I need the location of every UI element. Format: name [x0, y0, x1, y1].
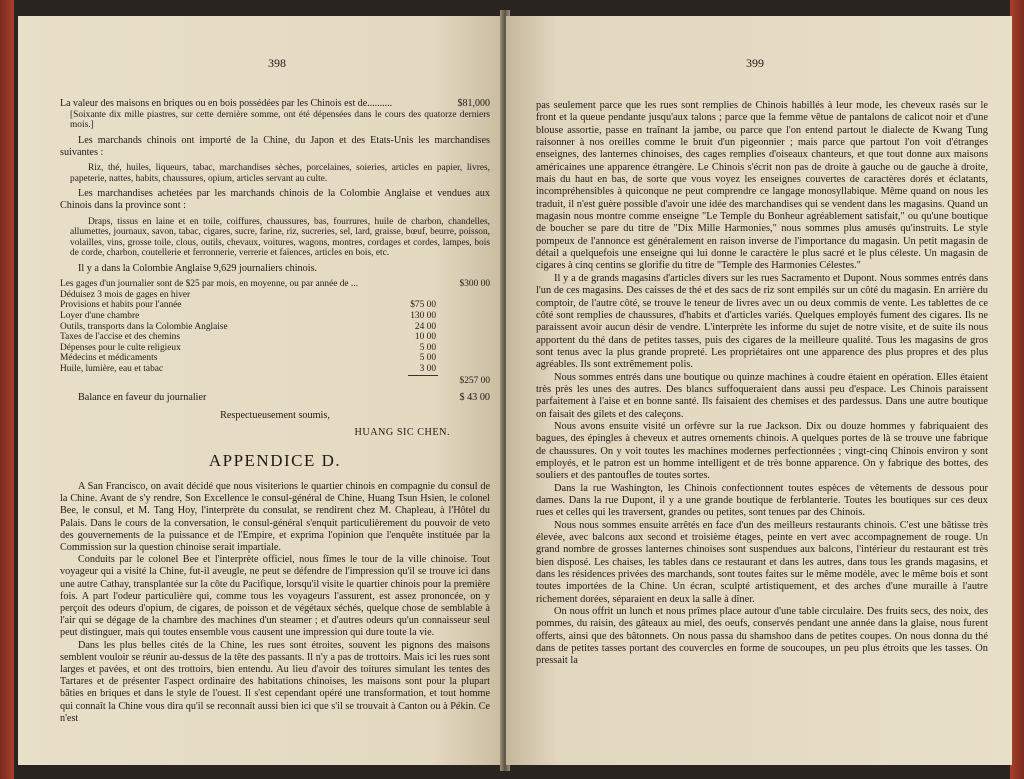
paragraph: pas seulement parce que les rues sont remplies de Chinois habillés à leur mode, les cheveux rasés sur le front et la queue pendante jusqu'aux talons ; parce que la femme vêtue de pantalons de calicot noir et d'une blouse assortie, passe en traînant la jambe, ou parce que l'on entend partout le dialecte de Kwang Tung raisonner à nos oreilles comme le bruit d'un pigeonnier ; mais parce que partout l'on voit d'étranges enseignes, des lanternes chinoises, des cages remplies d'oiseaux chanteurs, et que tout donne aux maisons américaines une apparence étrangère. Le Chinois s'écrit non pas de droite à gauche ou de gauche à droite, mais du haut en bas, de sorte que vous voyez les enseignes couvertes de caractères dorés et éclatants, incompréhensibles à quiconque ne peut comprendre ce langage monosyllabique. Même quand on nous les traduit, il n'est guère possible d'avoir une idée des marchandises qui se vendent dans les magasins. Quand un magasin nous montre comme enseigne "Le Temple du Bonheur agréablement satisfait," ou qu'une boutique de boucher se pare du titre de "Dix Mille Harmonies," nous sommes plus amusés qu'instruits. Le style pompeux de l'annonce est généralement en raison inverse de l'importance du magasin. Un petit magasin de détail a quelquefois une enseigne qui lui donne le caractère le plus sacré et le plus céleste. Un magasin de cigares à cinq centins se glorifie du titre de "Temple des Harmonies Célestes." — [536, 100, 988, 272]
right-page — [506, 16, 1012, 765]
expense-value: 24 00 — [414, 321, 436, 332]
expense-label: Loyer d'une chambre — [60, 311, 140, 322]
left-page — [18, 16, 504, 765]
imports-list: Riz, thé, huiles, liqueurs, tabac, marchandises sèches, porcelaines, soieries, articles en papier, livres, papeterie, nattes, habits, chaussures, opium, articles servant au culte. — [70, 163, 490, 184]
intro-value: $81,000 — [457, 98, 490, 109]
expense-label: Taxes de l'accise et des chemins — [60, 332, 180, 343]
paragraph-bought: Les marchandises achetées par les marchands chinois de la Colombie Anglaise et vendues aux Chinois dans la province sont : — [60, 188, 490, 212]
paragraph: Dans la rue Washington, les Chinois confectionnent toutes espèces de vêtements de dessous pour dames. Dans la rue Dupont, il y a une grande boutique de ferblanterie. Toutes les boutiques sur ces deux rues et celles qui les traversent, grandes ou petites, sont tenues par des Chinois. — [536, 482, 988, 519]
paragraph: Nous sommes entrés dans une boutique ou quinze machines à coudre étaient en opération. Elles étaient très près les unes des autres. Des blancs suffoqueraient dans aussi peu d'espace. Les Chinois paraissent parfaitement à l'aise et en bonne santé. Ils faisaient des chemises et des pardessus. Dans une autre boutique on faisait des gilets et des caleçons. — [536, 371, 988, 420]
expense-value: 5 00 — [419, 353, 436, 364]
paragraph: Conduits par le colonel Bee et l'interprète officiel, nous fîmes le tour de la ville chinoise. Tout voyageur qui a visité la Chine, fut-il aveugle, ne peut se défendre de l'impression qu'il se trouve ici dans une autre Cathay, transplantée sur la côte du Pacifique, lorsqu'il visite le quartier chinois pour la première fois. A part l'odeur particulière qui, comme tous les voyageurs l'assurent, est assez prononcée, on y perçoit des odeurs d'opium, de cigares, de poisson et de végétaux séchés, quelque chose de semblable à l'air qui se dégage de la chambre des machines d'un steamer ; et d'autres odeurs qu'un connaisseur seul peut distinguer, mais qui toutes ensemble vous causent une impression qui dure toute la vie. — [60, 554, 490, 639]
appendix-title: APPENDICE D. — [208, 450, 342, 470]
paragraph: A San Francisco, on avait décidé que nous visiterions le quartier chinois en compagnie du consul de la Chine. Avant de s'y rendre, Son Excellence le consul-général de Chine, Huang Tsun Hsien, le colonel Bee, le consul, et M. Tang Hoy, l'interprète du consulat, se rendirent chez M. Chapleau, à l'Hôtel du Palais. Dans le cours de la conversation, le consul-général s'enquit particulièrement du pouvoir de veto des gouvernements de la puissance et de l'Empire, et exprima l'opinion que l'enquête instituée par la Commission sur la question chinoise serait impartiale. — [60, 481, 490, 554]
balance-label: Balance en faveur du journalier — [78, 392, 207, 404]
expense-value: 5 00 — [419, 342, 436, 353]
signature-name: HUANG SIC CHEN. — [354, 426, 450, 438]
left-page-text — [60, 98, 490, 725]
expense-value: 10 00 — [414, 332, 436, 343]
expense-label: Dépenses pour le culte religieux — [60, 342, 181, 353]
expense-value: 3 00 — [419, 364, 436, 375]
paragraph: Nous nous sommes ensuite arrêtés en face d'un des meilleurs restaurants chinois. C'est une bâtisse très élevée, avec balcons aux second et troisième étages, peinte en vert avec accompagnement de rouge. Un grand nombre de grosses lanternes chinoises sont suspendues aux balcons, l'intérieur du restaurant est très bien disposé. Les chaises, les tables dans ce restaurant et dans les autres, dans tous les grands magasins, et dans les résidences privées des marchands, sont toutes faites sur le même modèle, avec le même bois et sont toutes importées de la Chine. Un écran, sculpté artistiquement, et des arches d'une muraille à l'autre richement dorées, séparaient en deux la salle à dîner. — [536, 519, 988, 605]
page-number-left: 398 — [268, 56, 286, 70]
sign-off: Respectueusement soumis, — [220, 410, 330, 422]
paragraph: Nous avons ensuite visité un orfèvre sur la rue Jackson. Dix ou douze hommes y fabriquaient des bagues, des épingles à cheveux et autres ornements chinois. A quelques portes de là se trouve une fabrique de chaussures. On y voit toutes les machines modernes perfectionnées ; vingt-cinq Chinois environ y sont employés, et le patron est un homme intelligent et de très bonne apparence. On y fabrique des bottes, des souliers et des pantoufles de toutes sortes. — [536, 420, 988, 482]
book-cover-edge-left — [0, 0, 14, 779]
paragraph-workers: Il y a dans la Colombie Anglaise 9,629 journaliers chinois. — [78, 263, 318, 275]
expense-label: Outils, transports dans la Colombie Anglaise — [60, 321, 228, 332]
balance-value: $ 43 00 — [459, 392, 490, 404]
expense-label: Médecins et médicaments — [60, 353, 158, 364]
expense-label: Huile, lumière, eau et tabac — [60, 364, 164, 375]
intro-note: [Soixante dix mille piastres, sur cette dernière somme, ont été dépensées dans le cours des quatorze derniers mois.] — [70, 109, 490, 131]
paragraph: On nous offrit un lunch et nous prîmes place autour d'une table circulaire. Des fruits secs, des noix, des pommes, du raisin, des gâteaux au miel, des oeufs, conservés pendant une année dans la glaise, nous furent offerts, ainsi que des bâtonnets. On nous passa du shamshoo dans de petites coupes. On nous donna du thé dans de petites tasses portant des couvercles en forme de soucoupes, un peu plus étroits que les tasses. On pressait la — [536, 606, 988, 667]
paragraph: Il y a de grands magasins d'articles divers sur les rues Sacramento et Dupont. Nous sommes entrés dans l'un de ces magasins. Des caisses de thé et des sacs de riz sont empilés sur un côté du magasin. En arrière du comptoir, de l'autre côté, se trouve le teneur de livres avec un ou deux commis de vente. Les tablettes de ce côté sont remplies de chaussures, d'habits et d'articles variés. Quelques employés fument des cigares. Ils ne paraissent avoir aucun désir de vendre. L'interprète les informe du sujet de notre visite, et de suite ils nous apportent du thé dans de petites tasses, puis des cigares de la meilleure qualité. Tous les magasins de gros sont tenus avec la plus grande propreté. Les propriétaires ont une apparence des plus propres et des plus agréables. Ils sont extrêmement polis. — [536, 272, 988, 371]
paragraph-imports: Les marchands chinois ont importé de la Chine, du Japon et des Etats-Unis les marchandises suivantes : — [60, 134, 490, 158]
wages-line: Les gages d'un journalier sont de $25 par mois, en moyenne, ou par année de ... — [60, 279, 358, 290]
deductions-title: Déduisez 3 mois de gages en hiver — [60, 289, 191, 300]
paragraph: Dans les plus belles cités de la Chine, les rues sont étroites, souvent les pignons des maisons semblent vouloir se réunir au-dessus de la tête des passants. Il n'y a pas de trottoirs. Mais ici les rues sont larges et pavées, et ont des trottoirs, bien entendu. Au lieu d'avoir des toitures simulant les tentes des Tartares et de présenter l'aspect ordinaire des habitations chinoises, les maisons sont pour la plupart bâties en briques et dans le style de l'ouest. Il s'est cependant opéré une transformation, et tout homme qui connaît la Chine vous dira qu'il se reconnaît aussi bien ici que s'il se trouvait à Canton ou à Pékin. Ce n'est — [60, 639, 490, 724]
expense-value: $75 00 — [410, 300, 436, 311]
wages-value: $300 00 — [459, 279, 490, 290]
expenses-total: $257 00 — [459, 375, 490, 386]
book-cover-edge-right — [1010, 0, 1024, 779]
page-number-right: 399 — [746, 56, 764, 70]
bought-list: Draps, tissus en laine et en toile, coiffures, chaussures, bas, fourrures, huile de charbon, chandelles, allumettes, journaux, savon, tabac, cigares, sucre, farine, riz, sucreries, sel, lard, graisse, bœuf, beurre, poisson, volailles, vins, grosse toile, clous, outils, chevaux, voitures, wagons, montres, cordages et cordes, lampes, bois de corde, charbon, coutellerie et ferronnerie, verrerie et faïences, articles en bois, etc. — [70, 216, 490, 259]
right-page-text — [536, 100, 988, 668]
expense-label: Provisions et habits pour l'année — [60, 300, 182, 311]
expense-value: 130 00 — [410, 311, 436, 322]
intro-line: La valeur des maisons en briques ou en bois possédées par les Chinois est de.......... — [60, 98, 393, 109]
